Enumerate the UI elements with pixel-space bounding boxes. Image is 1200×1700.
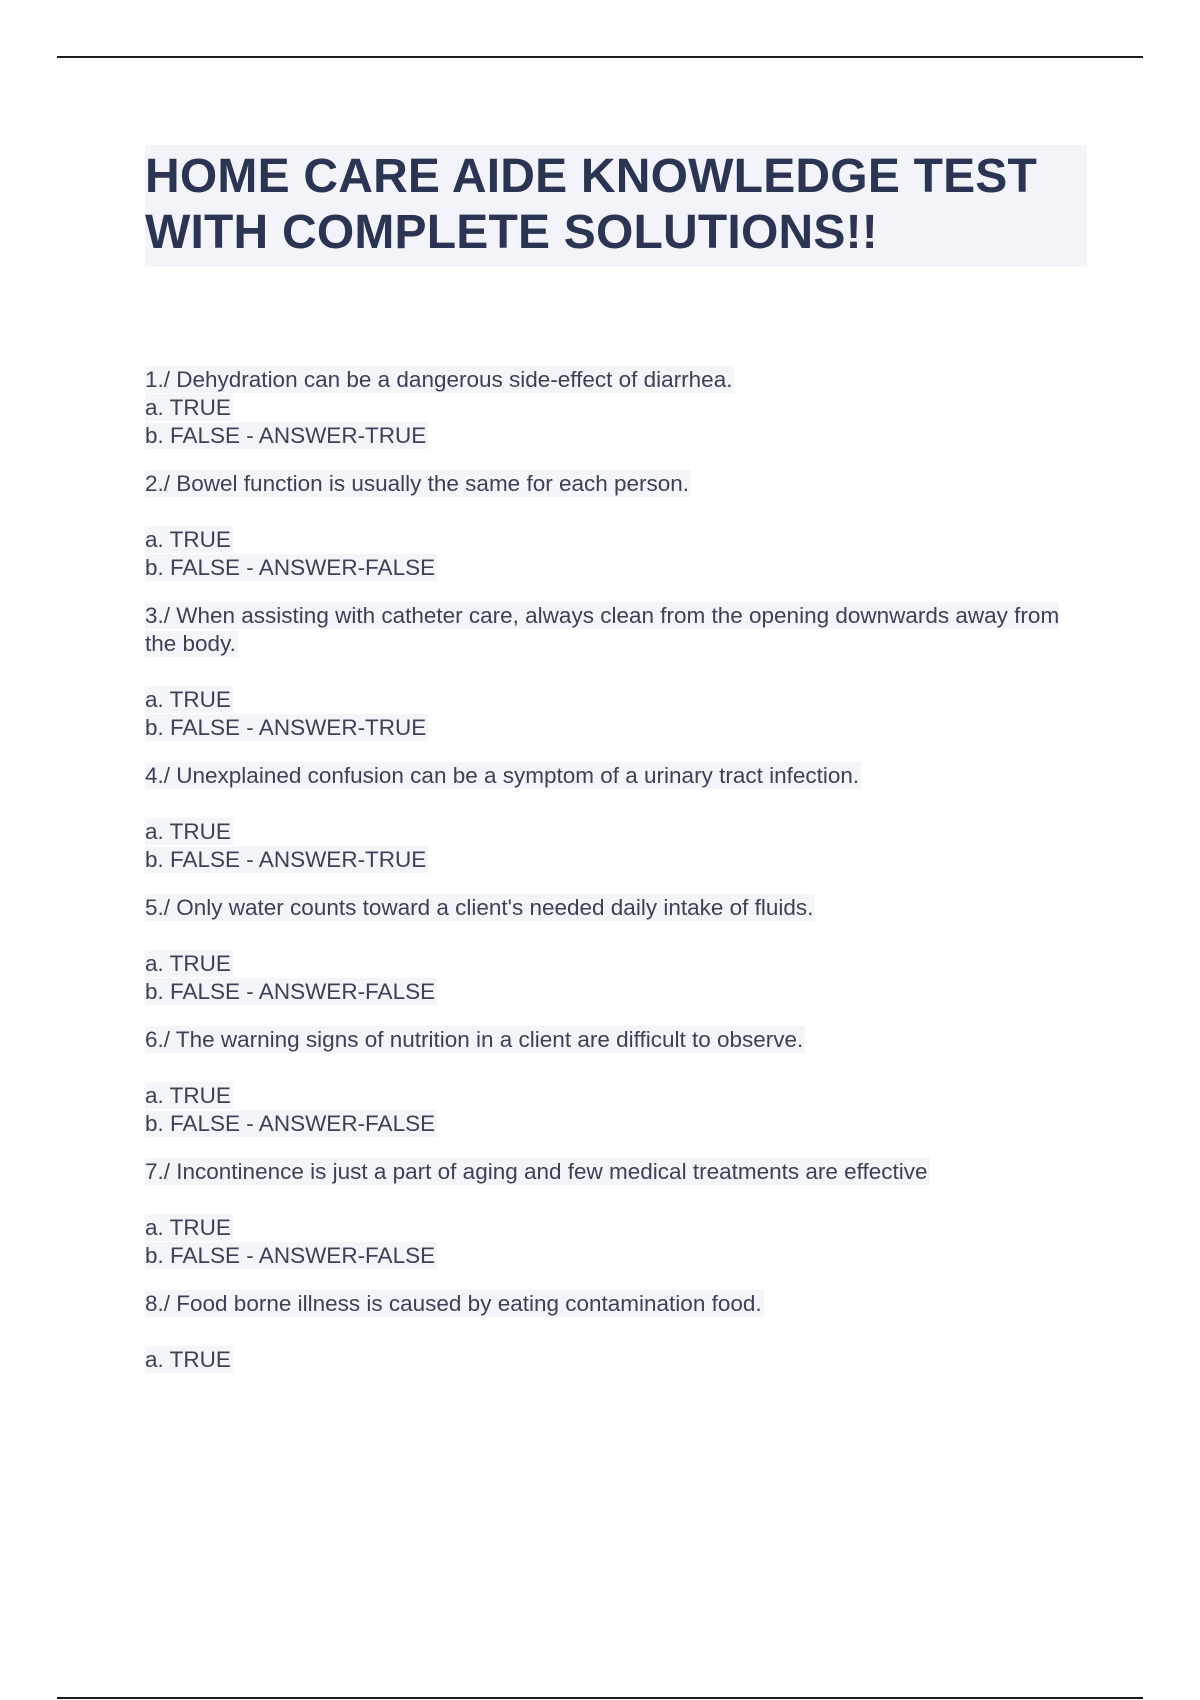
header-rule — [57, 56, 1143, 58]
question-2 — [145, 470, 1095, 582]
option-a: a. TRUE — [145, 951, 231, 976]
footer-rule — [57, 1697, 1143, 1699]
option-a: a. TRUE — [145, 527, 231, 552]
option-a: a. TRUE — [145, 819, 231, 844]
question-text: 1./ Dehydration can be a dangerous side-effect of diarrhea. — [145, 367, 733, 392]
question-6 — [145, 1026, 1095, 1138]
question-text: 8./ Food borne illness is caused by eating contamination food. — [145, 1291, 762, 1316]
option-b: b. FALSE - ANSWER-FALSE — [145, 1243, 436, 1268]
question-text: 3./ When assisting with catheter care, always clean from the opening downwards away from the body. — [145, 603, 1060, 656]
question-1 — [145, 366, 1095, 450]
question-4 — [145, 762, 1095, 874]
option-b: b. FALSE - ANSWER-FALSE — [145, 555, 436, 580]
option-b: b. FALSE - ANSWER-TRUE — [145, 715, 427, 740]
question-list — [145, 366, 1095, 1394]
option-b: b. FALSE - ANSWER-TRUE — [145, 423, 427, 448]
question-8 — [145, 1290, 1095, 1374]
document-title: HOME CARE AIDE KNOWLEDGE TEST WITH COMPLETE SOLUTIONS!! — [145, 150, 1038, 259]
option-a: a. TRUE — [145, 395, 231, 420]
question-3 — [145, 602, 1095, 742]
option-a: a. TRUE — [145, 687, 231, 712]
question-text: 4./ Unexplained confusion can be a symptom of a urinary tract infection. — [145, 763, 860, 788]
option-a: a. TRUE — [145, 1083, 231, 1108]
question-5 — [145, 894, 1095, 1006]
option-a: a. TRUE — [145, 1347, 231, 1372]
question-text: 5./ Only water counts toward a client's needed daily intake of fluids. — [145, 895, 814, 920]
question-7 — [145, 1158, 1095, 1270]
question-text: 2./ Bowel function is usually the same for each person. — [145, 471, 690, 496]
option-a: a. TRUE — [145, 1215, 231, 1240]
title-block — [145, 145, 1087, 267]
option-b: b. FALSE - ANSWER-FALSE — [145, 979, 436, 1004]
option-b: b. FALSE - ANSWER-FALSE — [145, 1111, 436, 1136]
question-text: 6./ The warning signs of nutrition in a client are difficult to observe. — [145, 1027, 804, 1052]
option-b: b. FALSE - ANSWER-TRUE — [145, 847, 427, 872]
question-text: 7./ Incontinence is just a part of aging and few medical treatments are effective — [145, 1159, 928, 1184]
